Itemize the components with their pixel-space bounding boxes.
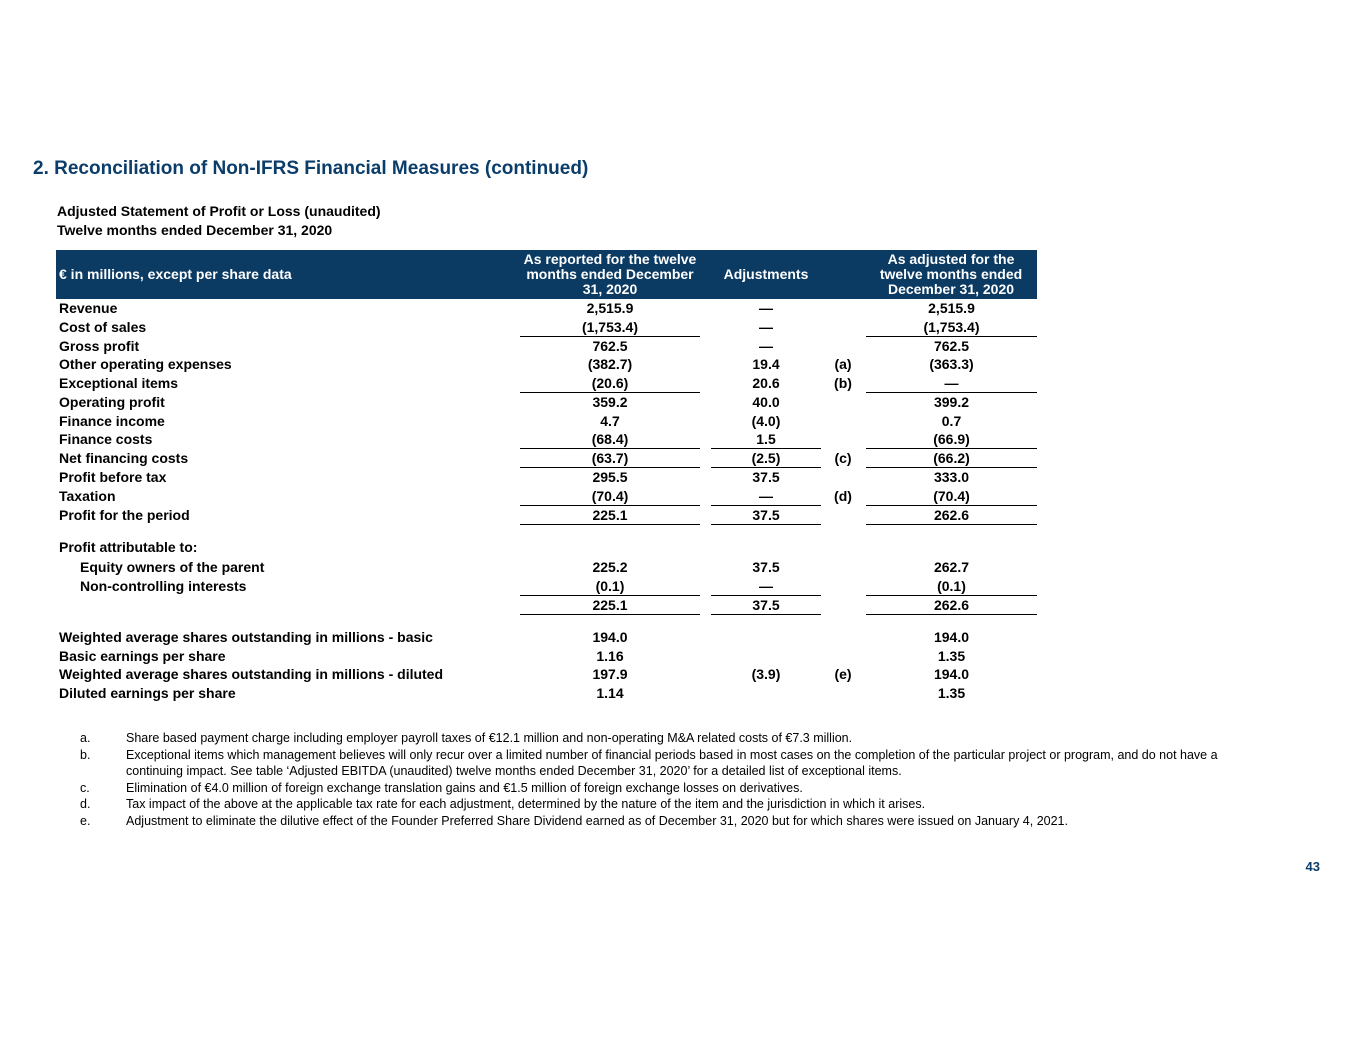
page-number: 43	[1305, 859, 1320, 874]
adjustment-value: 40.0	[752, 394, 780, 410]
table-row	[56, 665, 1037, 684]
reported-value: 762.5	[592, 338, 628, 354]
row-label: Diluted earnings per share	[59, 685, 236, 701]
footnote-letter: d.	[80, 797, 91, 811]
reported-value: 295.5	[592, 469, 628, 485]
note-ref: (e)	[834, 666, 852, 682]
row-label: Profit before tax	[59, 469, 167, 485]
table-row	[56, 506, 1037, 525]
header-adjustments: Adjustments	[723, 266, 809, 282]
table-row	[56, 393, 1037, 412]
reported-value: (68.4)	[520, 430, 700, 449]
row-label: Weighted average shares outstanding in millions - diluted	[59, 666, 444, 682]
adjusted-value: 1.35	[937, 685, 966, 701]
adjusted-value: 0.7	[941, 413, 962, 429]
footnote-text: Elimination of €4.0 million of foreign exchange translation gains and €1.5 million of foreign exchange losses on derivatives.	[126, 780, 803, 795]
adjustment-value: —	[759, 300, 773, 316]
footnote-text: Tax impact of the above at the applicable tax rate for each adjustment, determined by the nature of the item and the jurisdiction in which it arises.	[126, 797, 926, 811]
row-label: Other operating expenses	[59, 356, 232, 372]
row-label: Finance costs	[59, 431, 153, 447]
adjustment-value: (2.5)	[711, 449, 821, 468]
adjusted-value: (66.9)	[866, 430, 1037, 449]
row-label: Basic earnings per share	[59, 648, 226, 664]
reported-value: 1.14	[596, 685, 624, 701]
adjustment-value: 37.5	[711, 596, 821, 615]
adjustment-value	[711, 628, 821, 646]
adjusted-value: 262.7	[933, 559, 970, 575]
footnote-letter: e.	[80, 813, 91, 828]
adjustment-value: —	[711, 577, 821, 596]
table-row	[56, 374, 1037, 393]
footnote-text: Adjustment to eliminate the dilutive effect of the Founder Preferred Share Dividend earned as of December 31, 2020 but for which shares were issued on January 4, 2021.	[126, 813, 1068, 828]
table-row	[56, 318, 1037, 337]
table-row	[56, 684, 1037, 703]
table-row	[56, 596, 1037, 615]
footnote-text: Exceptional items which management believes will only recur over a limited number of financial periods based in most cases on the completion of the particular project or program, and do not have a continuing impact. See table ‘Adjusted EBITDA (unaudited) twelve months ended December 31, 2020’ for a detailed list of exceptional items.	[126, 747, 1218, 778]
note-ref: (b)	[834, 375, 852, 391]
table-row	[56, 412, 1037, 431]
reported-value: (0.1)	[520, 577, 700, 596]
row-label: Finance income	[59, 413, 165, 429]
row-label: Non-controlling interests	[80, 578, 247, 594]
adjusted-value: —	[866, 374, 1037, 393]
row-label: Net financing costs	[59, 450, 189, 466]
reported-value: (70.4)	[520, 487, 700, 506]
adjustment-value: 20.6	[752, 375, 780, 391]
reported-value: (1,753.4)	[520, 318, 700, 337]
table-row	[56, 487, 1037, 506]
table-row	[56, 647, 1037, 666]
note-ref: (a)	[834, 356, 852, 372]
adjusted-value: 333.0	[933, 469, 970, 485]
reported-value: 1.16	[596, 648, 624, 664]
adjustment-value: —	[711, 487, 821, 506]
row-label: Weighted average shares outstanding in millions - basic	[59, 629, 433, 645]
reported-value: (382.7)	[587, 356, 633, 372]
adjusted-value: (1,753.4)	[866, 318, 1037, 337]
adjustment-value: —	[759, 338, 773, 354]
page-title: 2. Reconciliation of Non-IFRS Financial Measures (continued)	[33, 158, 589, 179]
adjusted-value: 1.35	[937, 648, 966, 664]
adjusted-value: 762.5	[933, 338, 970, 354]
adjustment-value: 1.5	[711, 430, 821, 449]
row-label: Exceptional items	[59, 375, 179, 391]
reported-value: 359.2	[592, 394, 628, 410]
adjustment-value: 37.5	[752, 559, 780, 575]
adjustment-value: —	[759, 319, 773, 335]
reported-value: 225.1	[520, 506, 700, 525]
reported-value: 2,515.9	[586, 300, 634, 316]
adjustment-value	[711, 647, 821, 665]
adjusted-value: 194.0	[933, 629, 970, 645]
table-row	[56, 299, 1037, 318]
row-label: Revenue	[59, 300, 118, 316]
note-ref: (c)	[834, 450, 852, 466]
reported-value: 197.9	[592, 666, 628, 682]
adjusted-value: 262.6	[866, 506, 1037, 525]
table-row	[56, 337, 1037, 356]
table-row	[56, 449, 1037, 468]
table-row	[56, 468, 1037, 487]
row-label: Equity owners of the parent	[80, 559, 265, 575]
reported-value: 225.1	[520, 596, 700, 615]
adjusted-value: 262.6	[866, 596, 1037, 615]
adjustment-value: 19.4	[752, 356, 780, 372]
table-row	[56, 355, 1037, 374]
table-row	[56, 558, 1037, 577]
adjustment-value	[711, 684, 821, 702]
adjusted-value: (363.3)	[929, 356, 974, 372]
row-label: Profit for the period	[59, 507, 190, 523]
adjusted-value: 2,515.9	[928, 300, 975, 316]
adjusted-value: (70.4)	[866, 487, 1037, 506]
footnote-letter: c.	[80, 780, 90, 795]
reported-value: 225.2	[592, 559, 628, 575]
footnote-letter: a.	[80, 731, 91, 745]
reported-value: 194.0	[592, 629, 628, 645]
attributable-heading: Profit attributable to:	[59, 539, 198, 555]
adjustment-value: 37.5	[711, 506, 821, 525]
table-row	[56, 577, 1037, 596]
adjusted-value: (66.2)	[866, 449, 1037, 468]
statement-title: Adjusted Statement of Profit or Loss (unaudited)	[57, 203, 381, 219]
row-label: Operating profit	[59, 394, 165, 410]
attributable-heading-row	[56, 538, 1037, 557]
row-label: Gross profit	[59, 338, 140, 354]
reported-value: 4.7	[600, 413, 620, 429]
adjusted-value: (0.1)	[866, 577, 1037, 596]
header-label: € in millions, except per share data	[59, 266, 292, 282]
header-reported: As reported for the twelve months ended December 31, 2020	[523, 251, 697, 297]
table-header	[56, 250, 1037, 299]
table-row	[56, 628, 1037, 647]
adjusted-value: 194.0	[933, 666, 970, 682]
header-adjusted: As adjusted for the twelve months ended December 31, 2020	[879, 251, 1023, 297]
row-label: Cost of sales	[59, 319, 147, 335]
footnote-text: Share based payment charge including employer payroll taxes of €12.1 million and non-operating M&A related costs of €7.3 million.	[126, 731, 853, 745]
reported-value: (63.7)	[520, 449, 700, 468]
note-ref: (d)	[834, 488, 852, 504]
statement-period: Twelve months ended December 31, 2020	[57, 222, 333, 238]
adjustment-value: 37.5	[752, 469, 780, 485]
reported-value: (20.6)	[520, 374, 700, 393]
adjusted-value: 399.2	[933, 394, 970, 410]
table-row	[56, 430, 1037, 449]
footnote-letter: b.	[80, 747, 91, 762]
adjustment-value: (4.0)	[751, 413, 781, 429]
row-label: Taxation	[59, 488, 116, 504]
adjustment-value: (3.9)	[751, 666, 781, 682]
